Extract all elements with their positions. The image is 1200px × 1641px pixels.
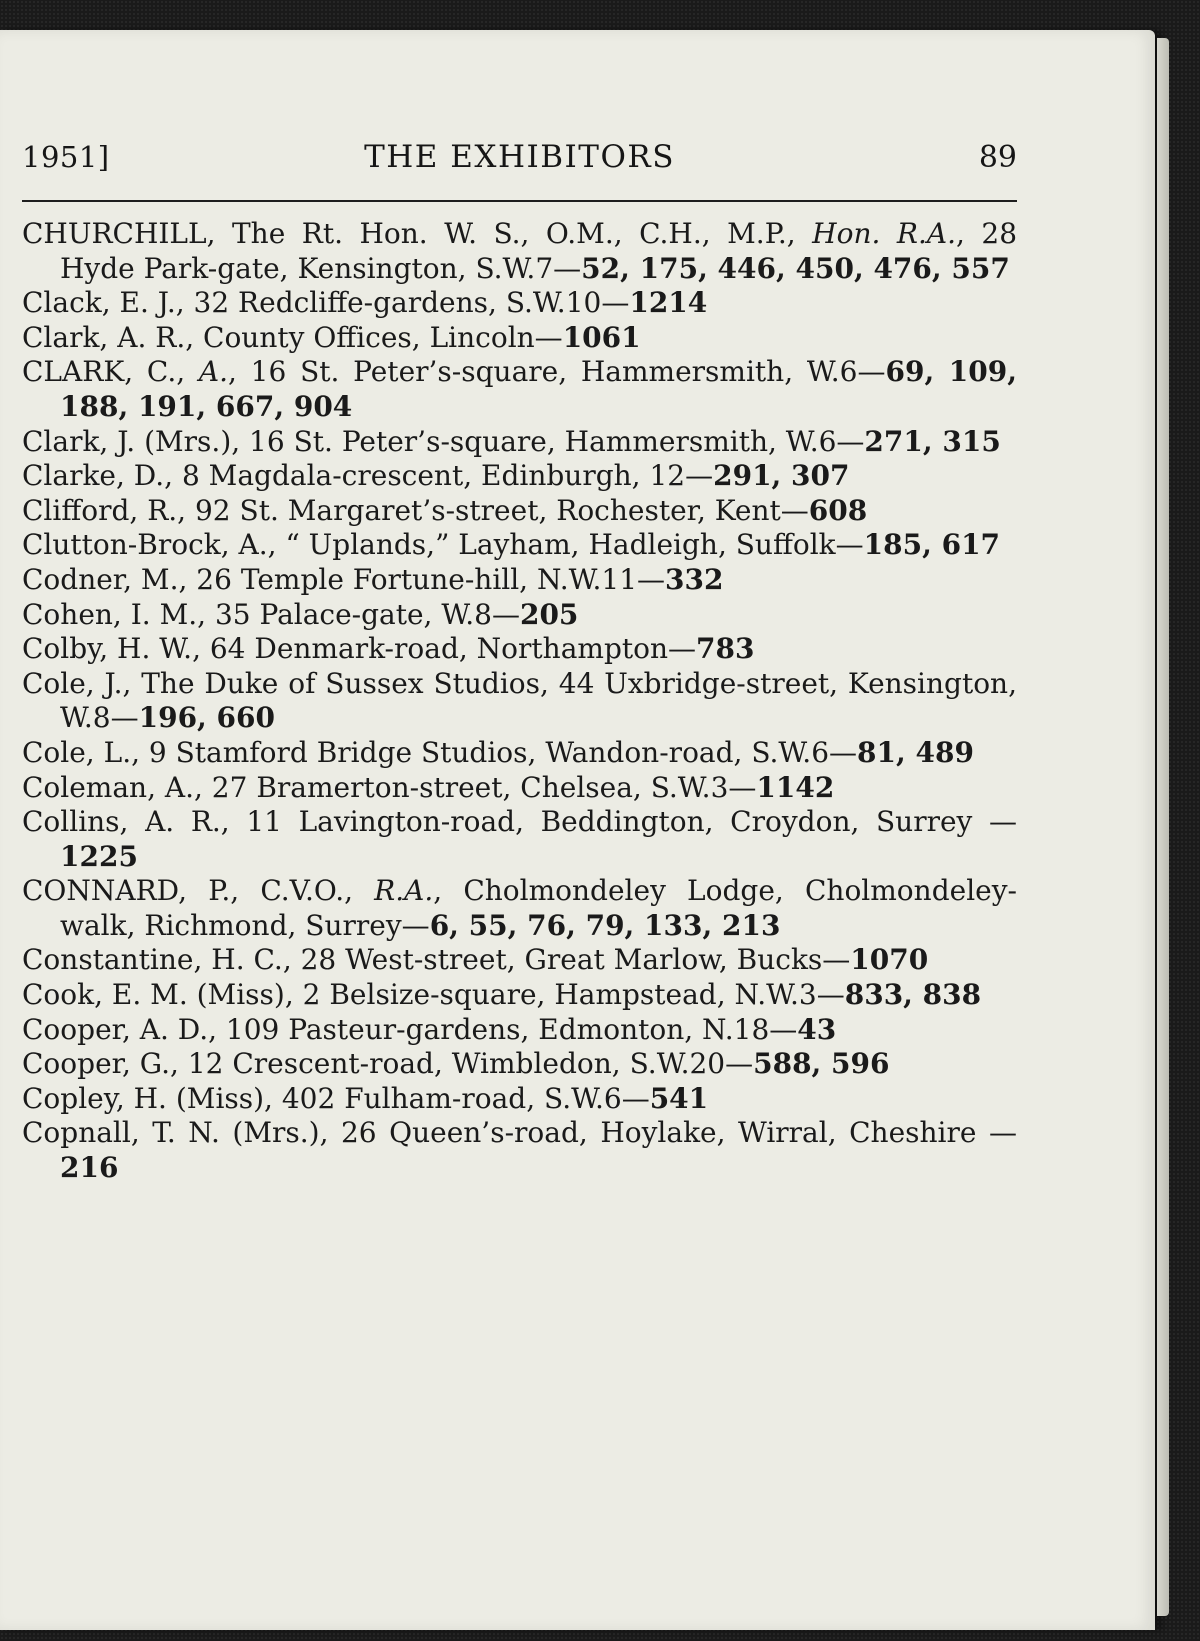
entry-name-address: Colby, H. W., 64 Denmark-road, Northampton— bbox=[22, 632, 697, 666]
entry-catalogue-numbers: 1225 bbox=[60, 839, 138, 873]
entry-name-address: Collins, A. R., 11 Lavington-road, Beddington, Croydon, Surrey — bbox=[22, 805, 1017, 839]
entry-catalogue-numbers: 43 bbox=[797, 1012, 837, 1046]
entry-catalogue-numbers: 1214 bbox=[629, 286, 708, 320]
entry-name-address: Coleman, A., 27 Bramerton-street, Chelsea, S.W.3— bbox=[22, 770, 757, 804]
exhibitor-entry bbox=[22, 598, 1017, 633]
entry-name-address: Cole, L., 9 Stamford Bridge Studios, Wandon-road, S.W.6— bbox=[22, 735, 858, 769]
exhibitor-entry bbox=[22, 1082, 1017, 1117]
exhibitor-entry bbox=[22, 736, 1017, 771]
exhibitor-entry bbox=[22, 494, 1017, 529]
entry-catalogue-numbers: 588, 596 bbox=[753, 1047, 890, 1081]
entry-catalogue-numbers: 81, 489 bbox=[857, 735, 974, 769]
entry-catalogue-numbers: 1070 bbox=[850, 943, 929, 977]
entry-name-address: Cook, E. M. (Miss), 2 Belsize-square, Hampstead, N.W.3— bbox=[22, 978, 845, 1012]
header-rule bbox=[22, 200, 1017, 202]
entry-name-address: Cooper, A. D., 109 Pasteur-gardens, Edmonton, N.18— bbox=[22, 1012, 798, 1046]
entry-name-address: Cole, J., The Duke of Sussex Studios, 44 Uxbridge-street, Kensington, W.8— bbox=[22, 666, 1017, 735]
entry-catalogue-numbers: 291, 307 bbox=[713, 459, 850, 493]
entry-distinction: A. bbox=[198, 355, 229, 389]
header-year: 1951] bbox=[22, 140, 110, 174]
exhibitor-entry bbox=[22, 425, 1017, 460]
entry-catalogue-numbers: 1142 bbox=[756, 770, 835, 804]
exhibitor-entry bbox=[22, 978, 1017, 1013]
exhibitor-entry bbox=[22, 874, 1017, 943]
header-title: THE EXHIBITORS bbox=[364, 139, 675, 175]
entry-distinction: Hon. R.A. bbox=[812, 217, 956, 250]
entry-name-address: Codner, M., 26 Temple Fortune-hill, N.W.11— bbox=[22, 562, 666, 596]
entry-name-address: Clarke, D., 8 Magdala-crescent, Edinburgh, 12— bbox=[22, 459, 714, 493]
entry-distinction: R.A. bbox=[374, 874, 434, 908]
entry-catalogue-numbers: 332 bbox=[665, 562, 724, 596]
entry-catalogue-numbers: 541 bbox=[649, 1081, 709, 1115]
exhibitor-entry bbox=[22, 286, 1017, 321]
entry-catalogue-numbers: 6, 55, 76, 79, 133, 213 bbox=[429, 908, 781, 942]
entry-name-address: Constantine, H. C., 28 West-street, Great Marlow, Bucks— bbox=[22, 943, 851, 977]
entry-name-address: CONNARD, P., C.V.O., bbox=[22, 874, 375, 908]
entry-catalogue-numbers: 196, 660 bbox=[138, 701, 275, 735]
entry-name-address: Clark, A. R., County Offices, Lincoln— bbox=[22, 320, 563, 354]
exhibitor-entry bbox=[22, 528, 1017, 563]
exhibitor-entry bbox=[22, 943, 1017, 978]
exhibitor-entry bbox=[22, 1116, 1017, 1185]
entry-name-address: Cohen, I. M., 35 Palace-gate, W.8— bbox=[22, 597, 520, 631]
page-number: 89 bbox=[978, 140, 1017, 175]
exhibitor-entry bbox=[22, 563, 1017, 598]
exhibitor-entry bbox=[22, 321, 1017, 356]
exhibitor-entry bbox=[22, 805, 1017, 874]
exhibitor-list bbox=[22, 217, 1017, 1186]
entry-catalogue-numbers: 1061 bbox=[562, 320, 641, 354]
exhibitor-entry bbox=[22, 771, 1017, 806]
entry-name-address: Clutton-Brock, A., “ Uplands,” Layham, Hadleigh, Suffolk— bbox=[22, 528, 864, 562]
exhibitor-entry bbox=[22, 1013, 1017, 1048]
exhibitor-entry bbox=[22, 1047, 1017, 1082]
entry-name-address: CHURCHILL, The Rt. Hon. W. S., O.M., C.H., M.P., bbox=[22, 217, 813, 250]
entry-catalogue-numbers: 205 bbox=[519, 597, 579, 631]
entry-catalogue-numbers: 52, 175, 446, 450, 476, 557 bbox=[581, 251, 1010, 285]
exhibitor-entry bbox=[22, 459, 1017, 494]
entry-catalogue-numbers: 69, 109, 188, 191, 667, 904 bbox=[60, 355, 1017, 423]
entry-address: , Cholmondeley Lodge, Cholmondeley-walk, Richmond, Surrey— bbox=[60, 874, 1017, 942]
entry-catalogue-numbers: 608 bbox=[808, 493, 868, 527]
exhibitor-entry bbox=[22, 632, 1017, 667]
entry-name-address: Clifford, R., 92 St. Margaret’s-street, Rochester, Kent— bbox=[22, 493, 809, 527]
entry-catalogue-numbers: 783 bbox=[696, 632, 755, 666]
exhibitor-entry bbox=[22, 217, 1017, 286]
entry-catalogue-numbers: 833, 838 bbox=[844, 978, 982, 1012]
entry-name-address: Cooper, G., 12 Crescent-road, Wimbledon, S.W.20— bbox=[22, 1047, 754, 1081]
entry-address: , 16 St. Peter’s-square, Hammersmith, W.6— bbox=[228, 355, 886, 389]
entry-name-address: Clark, J. (Mrs.), 16 St. Peter’s-square, Hammersmith, W.6— bbox=[22, 424, 865, 458]
entry-catalogue-numbers: 271, 315 bbox=[864, 424, 1001, 458]
book-page bbox=[0, 30, 1155, 1630]
entry-name-address: CLARK, C., bbox=[22, 355, 199, 389]
exhibitor-entry bbox=[22, 667, 1017, 736]
entry-catalogue-numbers: 185, 617 bbox=[863, 528, 1001, 562]
entry-name-address: Copley, H. (Miss), 402 Fulham-road, S.W.6— bbox=[22, 1081, 650, 1115]
entry-address: , 28 Hyde Park-gate, Kensington, S.W.7— bbox=[60, 217, 1018, 285]
exhibitor-entry bbox=[22, 355, 1017, 424]
entry-catalogue-numbers: 216 bbox=[60, 1151, 119, 1185]
entry-name-address: Clack, E. J., 32 Redcliffe-gardens, S.W.10— bbox=[22, 286, 630, 320]
entry-name-address: Copnall, T. N. (Mrs.), 26 Queen’s-road, Hoylake, Wirral, Cheshire — bbox=[22, 1116, 1017, 1150]
running-header bbox=[22, 110, 1017, 180]
